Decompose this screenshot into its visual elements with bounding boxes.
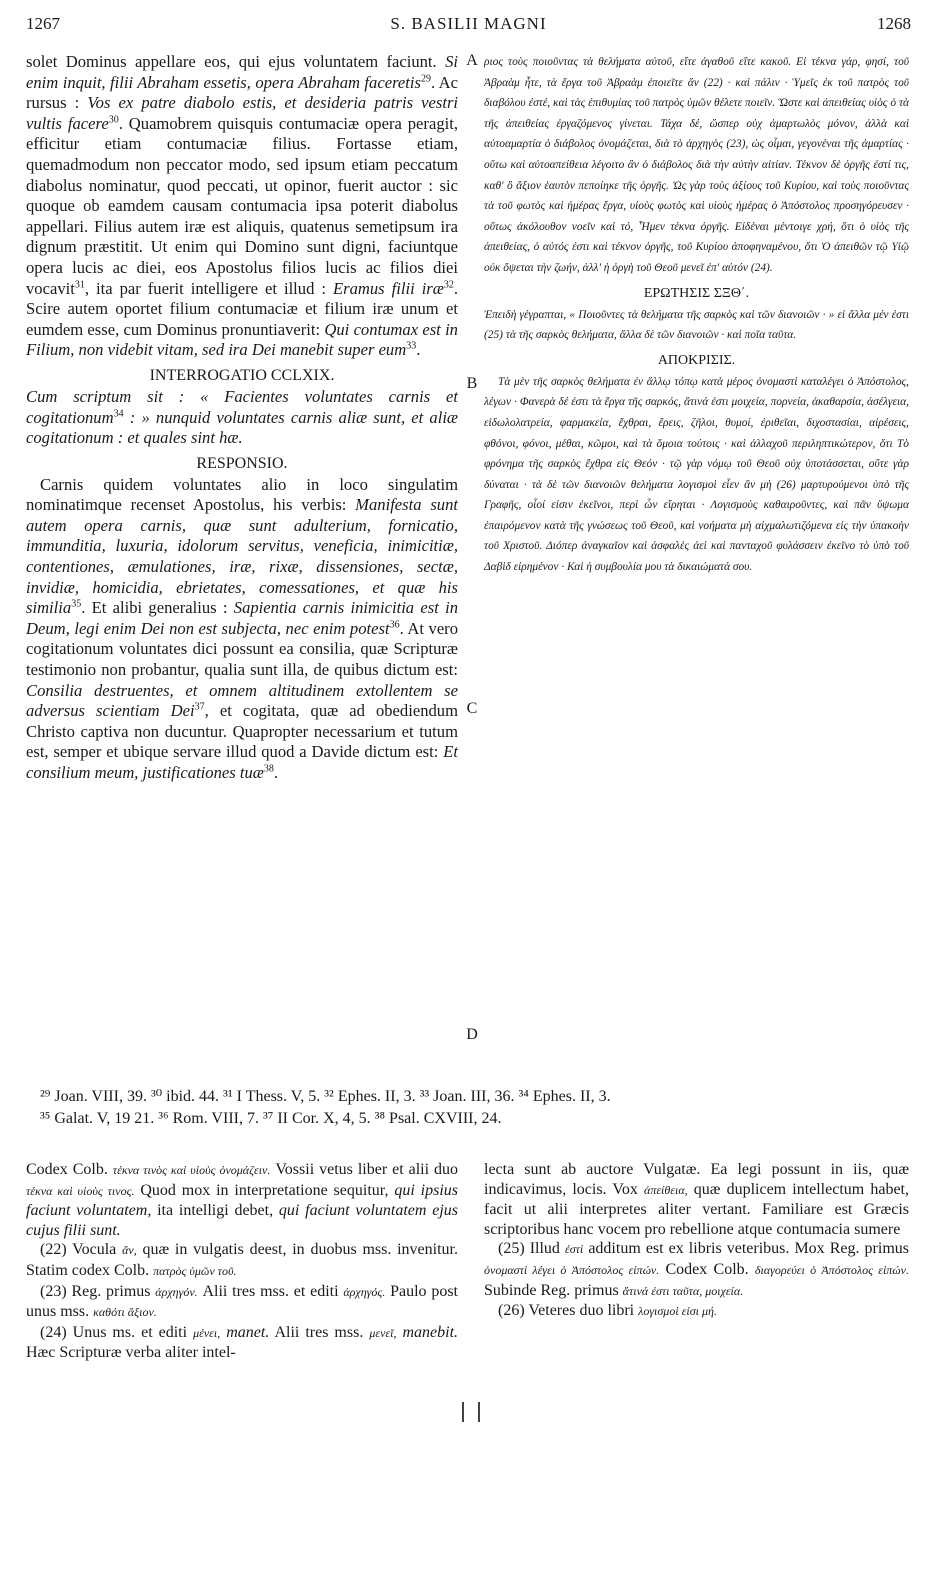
interrogatio-title: INTERROGATIO CCLXIX.: [149, 366, 335, 384]
greek-response: Τὰ μὲν τῆς σαρκὸς θελήματα ἐν ἄλλῳ τόπῳ κατὰ μέρος ὀνομαστὶ καταλέγει ὁ Ἀπόστολος, λέγων · Φανερὰ δέ ἐστι τὰ ἔργα τῆς σαρκός, ἅτινά ἐστι μοιχεία, πορνεία, ἀκαθαρσία, ἀσέλγεια, εἰδωλολατρεία, φαρμακεία, ἔχθραι, ἔρεις, ζῆλοι, θυμοί, ἐριθεῖαι, διχοστασίαι, αἱρέσεις, φθόνοι, φόνοι, μέθαι, κῶμοι, καὶ τὰ ὅμοια τούτοις · καὶ ἀλλαχοῦ περιληπτικώτερον, ὅτι Τὸ φρόνημα τῆς σαρκὸς ἔχθρα εἰς Θεόν · τῷ γὰρ νόμῳ τοῦ Θεοῦ οὐχ ὑποτάσσεται, οὔτε γὰρ δύναται · τὰ δὲ τῶν διανοιῶν θελήματα λογισμοὶ εἶεν ἂν μὴ (26) μαρτυρούμενοι ὑπὸ τῆς Γραφῆς, οἷοί εἰσιν ἐκεῖνοι, περὶ ὧν εἴρηται · Λογισμοὺς καθαιροῦντες, καὶ πᾶν ὕψωμα ἐπαιρόμενον κατὰ τῆς γνώσεως τοῦ Θεοῦ, καὶ νοήματα μὴ αἰχμαλωτιζόμενα εἰς τὴν ὑπακοὴν τοῦ Χριστοῦ. Διόπερ ἀναγκαῖον καὶ ἀσφαλὲς ἀεὶ καὶ πανταχοῦ φυλάσσειν ἐκεῖνο τὸ ὑπὸ τοῦ Δαβὶδ εἰρημένον · Καὶ ἡ συμβουλία μου τὰ δικαιώματά σου.: [484, 375, 909, 574]
references-line-2: ³⁵ Galat. V, 19 21. ³⁶ Rom. VIII, 7. ³⁷ II Cor. X, 4, 5. ³⁸ Psal. CXVIII, 24.: [40, 1110, 502, 1127]
footnote-25: (25) Illud ἐστὶ additum est ex libris veteribus. Mox Reg. primus ὀνομαστὶ λέγει ὁ Ἀπόστολος εἰπών. Codex Colb. διαγορεύει ὁ Ἀπόστολος εἰπών. Subinde Reg. primus ἅτινά ἐστι ταῦτα, μοιχεία.: [484, 1240, 909, 1299]
references-line-1: ²⁹ Joan. VIII, 39. ³⁰ ibid. 44. ³¹ I Thess. V, 5. ³² Ephes. II, 3. ³³ Joan. III, 36. ³⁴ Ephes. II, 3.: [40, 1088, 611, 1105]
greek-question: Ἐπειδὴ γέγραπται, « Ποιοῦντες τὰ θελήματα τῆς σαρκὸς καὶ τῶν διανοιῶν · » εἰ ἄλλα μέν ἐστι (25) τὰ τῆς σαρκὸς θελήματα, ἄλλα δὲ τῶν διανοιῶν · καὶ ποῖα ταῦτα.: [484, 308, 909, 342]
margin-letter-d: D: [466, 1026, 478, 1043]
margin-letter-c: C: [466, 700, 478, 717]
scripture-references: [40, 1086, 908, 1130]
footnotes-right: [484, 1160, 909, 1322]
greek-paragraph: ριος τοὺς ποιοῦντας τὰ θελήματα αὐτοῦ, εἴτε ἀγαθοῦ εἴτε κακοῦ. Εἰ τέκνα γάρ, φησί, τοῦ Ἀβραὰμ ἦτε, τὰ ἔργα τοῦ Ἀβραὰμ ἐποιεῖτε ἄν (22) · καὶ πάλιν · Ὑμεῖς ἐκ τοῦ πατρὸς τοῦ διαβόλου ἐστέ, καὶ τὰς ἐπιθυμίας τοῦ πατρὸς ὑμῶν θέλετε ποιεῖν. Ὥστε καὶ ἀπειθείας υἱὸς ὁ τὰ τῆς ἀπειθείας ἐργαζόμενος γίνεται. Τάχα δέ, ὥσπερ οὐχ ἁμαρτωλὸς μόνον, ἀλλὰ καὶ αὐτοαμαρτία ὁ διάβολος ὀνομάζεται, διὰ τὸ ἀρχηγὸς (23), ὡς οἶμαι, γεγονέναι τῆς ἁμαρτίας · οὕτω καὶ αὐτοαπείθεια λέγοιτο ἂν ὁ διάβολος διὰ τὴν αὐτὴν αἰτίαν. Τέκνον δὲ ὀργῆς ἐστί τις, καθ' ὃ ἄξιον ἑαυτὸν πεποίηκε τῆς ὀργῆς. Ὡς γὰρ τοὺς ἀξίους τοῦ Κυρίου, καὶ τοὺς ποιοῦντας τὰ τοῦ φωτὸς καὶ ἡμέρας ἔργα, υἱοὺς φωτὸς καὶ υἱοὺς ἡμέρας ὁ Ἀπόστολος προσηγόρευσεν · οὕτως ἀκόλουθον νοεῖν καὶ τό, Ἦμεν τέκνα ὀργῆς. Εἰδέναι μέντοιγε χρή, ὅτι ὁ υἱὸς τῆς ἀπειθείας, ὁ αὐτός ἐστι καὶ τέκνον ὀργῆς, τοῦ Κυρίου ἀποφηναμένου, ὅτι Ὁ ἀπειθῶν τῷ Υἱῷ οὐκ ὄψεται τὴν ζωήν, ἀλλ' ἡ ὀργὴ τοῦ Θεοῦ μενεῖ ἐπ' αὐτόν (24).: [484, 56, 909, 274]
right-page-number: 1268: [877, 14, 911, 33]
footnote: Codex Colb. τέκνα τινὸς καὶ υἱοὺς ὀνομάζειν. Vossii vetus liber et alii duo τέκνα καὶ υἱοὺς τινος. Quod mox in interpretatione sequitur, qui ipsius faciunt voluntatem, ita intelligi debet, qui faciunt voluntatem ejus cujus filii sunt.: [26, 1161, 459, 1239]
latin-paragraph: solet Dominus appellare eos, qui ejus voluntatem faciunt. Si enim inquit, filii Abraham essetis, opera Abraham faceretis$^{29}$. Ac rursus : Vos ex patre diabolo estis, et desideria patris vestri vultis facere$^{30}$. Quamobrem quisquis contumaciæ opera peragit, efficitur etiam contumaciæ filius. Fortasse etiam, quemadmodum non peccator modo, sed ipsum etiam peccatum diabolus nominatur, quod peccati, ut opinor, fuerit auctor : sic quoque ob eamdem causam contumacia ipsa poterit diabolus appellari. Filius autem iræ est aliquis, quatenus semetipsum ira dignum præstitit. Ut enim qui Domino sunt digni, faciuntque opera lucis ac diei, eos Apostolus filios lucis ac filios diei vocavit$^{31}$, ita par fuerit intelligere et illud : Eramus filii iræ$^{32}$. Scire autem oportet filium contumaciæ et filium iræ unum et eumdem esse, cum Dominus pronuntiaverit: Qui contumax est in Filium, non videbit vitam, sed ira Dei manebit super eum$^{33}$.: [26, 52, 458, 360]
responsio-title: RESPONSIO.: [196, 454, 288, 472]
apokrisis-title: ΑΠΟΚΡΙΣΙΣ.: [657, 352, 736, 368]
footnote-23: (23) Reg. primus ἀρχηγόν. Alii tres mss. et editi ἀρχηγός. Paulo post unus mss. καθότι ἄξιον.: [26, 1282, 458, 1321]
page-header: [26, 14, 911, 36]
footnote-26: (26) Veteres duo libri λογισμοὶ εἰσι μή.: [498, 1302, 717, 1320]
latin-column: [26, 52, 458, 784]
left-page-number: 1267: [26, 14, 60, 33]
latin-response: Carnis quidem voluntates alio in loco singulatim nominatimque recenset Apostolus, his verbis: Manifesta sunt autem opera carnis, quæ sunt adulterium, fornicatio, immunditia, luxuria, idolorum servitus, veneficia, inimicitiæ, contentiones, æmulationes, iræ, rixæ, dissensiones, sectæ, invidiæ, homicidia, ebrietates, comessationes, et quæ his similia$^{35}$. Et alibi generalius : Sapientia carnis inimicitia est in Deum, legi enim Dei non est subjecta, nec enim potest$^{36}$. At vero cogitationum voluntates dici possunt ea consilia, quæ Scripturæ testimonio non probantur, qualia sunt illa, de quibus dictum est: Consilia destruentes, et omnem altitudinem extollentem se adversus scientiam Dei$^{37}$, et cogitata, quæ ad obediendum Christo captiva non ducuntur. Quapropter necessarium et tutum est, semper et ubique servare illud quod a Davide dictum est: Et consilium meum, justificationes tuæ$^{38}$.: [26, 474, 458, 782]
erotesis-title: ΕΡΩΤΗΣΙΣ ΣΞΘ΄.: [643, 285, 750, 301]
margin-letter-a: A: [466, 52, 478, 69]
running-title: S. BASILII MAGNI: [390, 14, 547, 33]
greek-column: [484, 52, 909, 578]
latin-question: Cum scriptum sit : « Facientes voluntates carnis et cogitationum$^{34}$ : » nunquid voluntates carnis aliæ sunt, et aliæ cogitationum : et quales sint hæ.: [26, 386, 458, 448]
footnote-22: (22) Vocula ἄν, quæ in vulgatis deest, in duobus mss. invenitur. Statim codex Colb. πατρὸς ὑμῶν τοῦ.: [26, 1241, 458, 1279]
column-end-mark: [462, 1402, 480, 1422]
footnote-continued: lecta sunt ab auctore Vulgatæ. Ea legi possunt in iis, quæ indicavimus, locis. Vox ἀπείθεια, quæ duplicem intellectum habet, facit ut alii interpretes aliter vertant. Familiare est Græcis scriptoribus hanc vocem pro rebellione atque contumacia sumere: [484, 1161, 909, 1238]
margin-letter-b: B: [466, 375, 478, 392]
footnote-24: (24) Unus ms. et editi μένει, manet. Alii tres mss. μενεῖ, manebit. Hæc Scripturæ verba aliter intel-: [26, 1323, 459, 1362]
footnotes-left: [26, 1160, 458, 1363]
